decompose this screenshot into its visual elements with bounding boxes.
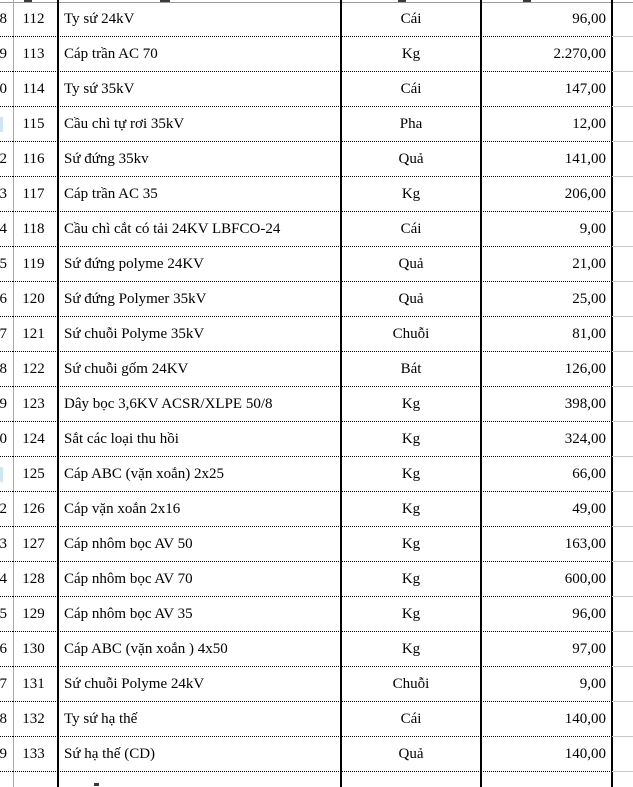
unit-cell[interactable] <box>341 597 481 632</box>
item-name-cell[interactable] <box>58 177 341 212</box>
item-name: Cầu chì cắt có tải 24KV LBFCO-24 <box>64 221 281 237</box>
item-name-cell[interactable] <box>58 2 341 37</box>
item-number-cell[interactable] <box>13 562 58 597</box>
item-name-cell[interactable] <box>58 422 341 457</box>
item-name-cell[interactable] <box>58 387 341 422</box>
item-name: Sứ chuỗi Polyme 35kV <box>64 326 205 342</box>
clipped-text-fragment-top <box>398 0 406 2</box>
clipped-text-fragment-top <box>24 0 32 2</box>
right-gutter-cell <box>612 562 633 597</box>
table-row <box>0 387 633 422</box>
clipped-row-number: 8 <box>0 11 7 27</box>
table-row <box>0 492 633 527</box>
clipped-text-fragment-top <box>523 0 531 2</box>
item-number: 124 <box>22 431 45 447</box>
item-name-cell[interactable] <box>58 247 341 282</box>
item-number-cell[interactable] <box>13 282 58 317</box>
item-number-cell[interactable] <box>13 457 58 492</box>
unit: Kg <box>401 46 421 62</box>
item-number: 129 <box>22 606 45 622</box>
item-name: Cáp ABC (vặn xoắn) 2x25 <box>64 466 224 482</box>
clipped-row-number: 9 <box>0 396 7 412</box>
quantity-cell[interactable] <box>481 597 612 632</box>
unit: Kg <box>401 501 421 517</box>
item-name: Ty sứ 24kV <box>64 11 135 27</box>
unit-cell[interactable] <box>341 632 481 667</box>
item-number-cell[interactable] <box>13 737 58 772</box>
unit: Cái <box>400 11 422 27</box>
clipped-row-number: 2 <box>0 501 7 517</box>
quantity: 9,00 <box>579 676 606 692</box>
table-row <box>0 352 633 387</box>
item-name-cell[interactable] <box>58 317 341 352</box>
item-number-cell[interactable] <box>13 2 58 37</box>
right-gutter-cell <box>612 37 633 72</box>
clipped-left-cell[interactable] <box>0 282 13 317</box>
clipped-left-cell[interactable] <box>0 247 13 282</box>
right-gutter-cell <box>612 212 633 247</box>
clipped-row-number: 9 <box>0 46 7 62</box>
item-number: 113 <box>22 46 45 62</box>
item-name: Sứ chuỗi Polyme 24kV <box>64 676 205 692</box>
unit-cell[interactable] <box>341 387 481 422</box>
clipped-row-number: 5 <box>0 256 7 272</box>
item-name-cell[interactable] <box>58 702 341 737</box>
table-row <box>0 2 633 37</box>
unit: Kg <box>401 536 421 552</box>
clipped-text-fragment-bottom <box>94 783 99 786</box>
unit-cell[interactable] <box>341 177 481 212</box>
clipped-left-cell[interactable] <box>0 702 13 737</box>
quantity-cell[interactable] <box>481 422 612 457</box>
right-gutter-cell <box>612 527 633 562</box>
clipped-left-cell[interactable] <box>0 107 13 142</box>
quantity-cell[interactable] <box>481 37 612 72</box>
item-number: 116 <box>22 151 45 167</box>
item-number-cell[interactable] <box>13 527 58 562</box>
unit: Kg <box>401 466 421 482</box>
item-name: Sứ đứng polyme 24KV <box>64 256 205 272</box>
clipped-left-cell[interactable] <box>0 597 13 632</box>
unit: Quả <box>398 291 424 307</box>
item-number-cell[interactable] <box>13 422 58 457</box>
quantity: 147,00 <box>564 81 606 97</box>
clipped-row-number: 7 <box>0 326 7 342</box>
quantity-cell[interactable] <box>481 72 612 107</box>
quantity: 141,00 <box>564 151 606 167</box>
clipped-left-cell[interactable] <box>0 212 13 247</box>
table-row <box>0 527 633 562</box>
item-number-cell[interactable] <box>13 247 58 282</box>
item-name: Cáp trần AC 70 <box>64 46 158 62</box>
item-number: 132 <box>22 711 45 727</box>
right-gutter-cell <box>612 72 633 107</box>
item-number: 115 <box>22 116 45 132</box>
clipped-left-cell[interactable] <box>0 177 13 212</box>
quantity-cell[interactable] <box>481 177 612 212</box>
item-name-cell[interactable] <box>58 457 341 492</box>
unit: Cái <box>400 221 422 237</box>
unit: Chuỗi <box>392 326 430 342</box>
unit: Quả <box>398 151 424 167</box>
unit: Kg <box>401 606 421 622</box>
item-number-cell[interactable] <box>13 72 58 107</box>
right-gutter-cell <box>612 107 633 142</box>
clipped-row-number: 2 <box>0 151 7 167</box>
clipped-left-cell[interactable] <box>0 72 13 107</box>
quantity-cell[interactable] <box>481 562 612 597</box>
table-row <box>0 282 633 317</box>
table-row <box>0 597 633 632</box>
clipped-highlight-mark <box>0 467 3 482</box>
clipped-left-cell[interactable] <box>0 632 13 667</box>
item-name: Cáp vặn xoắn 2x16 <box>64 501 181 517</box>
item-number: 122 <box>22 361 45 377</box>
unit: Chuỗi <box>392 676 430 692</box>
right-gutter-cell <box>612 387 633 422</box>
unit: Kg <box>401 186 421 202</box>
table-row <box>0 247 633 282</box>
unit-cell[interactable] <box>341 527 481 562</box>
clipped-row-number: 6 <box>0 291 7 307</box>
quantity-cell[interactable] <box>481 457 612 492</box>
item-number: 117 <box>22 186 45 202</box>
quantity-cell[interactable] <box>481 352 612 387</box>
right-gutter-cell <box>612 702 633 737</box>
unit-cell[interactable] <box>341 212 481 247</box>
quantity: 9,00 <box>579 221 606 237</box>
item-name: Sứ đứng Polymer 35kV <box>64 291 207 307</box>
clipped-row-number: 5 <box>0 606 7 622</box>
item-name: Sứ hạ thế (CD) <box>64 746 156 762</box>
right-gutter-cell <box>612 457 633 492</box>
right-gutter-cell <box>612 422 633 457</box>
unit: Kg <box>401 571 421 587</box>
clipped-left-cell[interactable] <box>0 142 13 177</box>
quantity-cell[interactable] <box>481 632 612 667</box>
right-gutter-cell <box>612 317 633 352</box>
quantity-cell[interactable] <box>481 107 612 142</box>
item-number: 130 <box>22 641 45 657</box>
quantity-cell[interactable] <box>481 702 612 737</box>
item-number-cell[interactable] <box>13 352 58 387</box>
table-row <box>0 107 633 142</box>
quantity-cell[interactable] <box>481 317 612 352</box>
item-name-cell[interactable] <box>58 352 341 387</box>
right-gutter-cell <box>612 737 633 772</box>
unit-cell[interactable] <box>341 37 481 72</box>
clipped-row-number: 0 <box>0 81 7 97</box>
unit: Kg <box>401 641 421 657</box>
clipped-row-number: 8 <box>0 711 7 727</box>
unit: Quả <box>398 746 424 762</box>
item-name: Cáp nhôm bọc AV 35 <box>64 606 193 622</box>
quantity: 398,00 <box>564 396 606 412</box>
item-name: Dây bọc 3,6KV ACSR/XLPE 50/8 <box>64 396 273 412</box>
quantity: 140,00 <box>564 746 606 762</box>
quantity-cell[interactable] <box>481 492 612 527</box>
unit: Kg <box>401 431 421 447</box>
quantity-cell[interactable] <box>481 387 612 422</box>
item-number-cell[interactable] <box>13 317 58 352</box>
item-number-cell[interactable] <box>13 142 58 177</box>
item-number: 127 <box>22 536 45 552</box>
unit: Bát <box>400 361 422 377</box>
quantity-cell[interactable] <box>481 737 612 772</box>
quantity: 324,00 <box>564 431 606 447</box>
item-number-cell[interactable] <box>13 107 58 142</box>
right-gutter-cell <box>612 492 633 527</box>
item-number-cell[interactable] <box>13 387 58 422</box>
right-gutter-cell <box>612 177 633 212</box>
unit-cell[interactable] <box>341 142 481 177</box>
clipped-text-fragment-top <box>160 0 170 2</box>
item-name-cell[interactable] <box>58 492 341 527</box>
item-number-cell[interactable] <box>13 702 58 737</box>
quantity: 96,00 <box>572 11 606 27</box>
item-name: Cáp nhôm bọc AV 70 <box>64 571 193 587</box>
unit-cell[interactable] <box>341 667 481 702</box>
table-row <box>0 422 633 457</box>
quantity: 49,00 <box>572 501 606 517</box>
item-number-cell[interactable] <box>13 632 58 667</box>
item-name-cell[interactable] <box>58 632 341 667</box>
unit: Quả <box>398 256 424 272</box>
item-number: 119 <box>22 256 45 272</box>
item-name-cell[interactable] <box>58 562 341 597</box>
unit-cell[interactable] <box>341 352 481 387</box>
table-row <box>0 632 633 667</box>
right-gutter-cell <box>612 2 633 37</box>
item-name: Cáp ABC (vặn xoắn ) 4x50 <box>64 641 228 657</box>
item-name: Sứ chuỗi gốm 24KV <box>64 361 189 377</box>
right-gutter-cell <box>612 142 633 177</box>
clipped-left-cell[interactable] <box>0 37 13 72</box>
unit-cell[interactable] <box>341 247 481 282</box>
item-number: 114 <box>22 81 45 97</box>
unit-cell[interactable] <box>341 702 481 737</box>
table-row <box>0 562 633 597</box>
quantity-cell[interactable] <box>481 527 612 562</box>
clipped-left-cell[interactable] <box>0 492 13 527</box>
quantity: 2.270,00 <box>553 46 606 62</box>
quantity: 96,00 <box>572 606 606 622</box>
unit: Cái <box>400 81 422 97</box>
clipped-left-cell[interactable] <box>0 737 13 772</box>
unit: Cái <box>400 711 422 727</box>
quantity: 206,00 <box>564 186 606 202</box>
item-number: 133 <box>22 746 45 762</box>
item-name-cell[interactable] <box>58 527 341 562</box>
clipped-left-cell[interactable] <box>0 2 13 37</box>
item-number-cell[interactable] <box>13 492 58 527</box>
item-number: 131 <box>22 676 45 692</box>
item-name-cell[interactable] <box>58 212 341 247</box>
item-name: Cáp trần AC 35 <box>64 186 158 202</box>
clipped-row-number: 0 <box>0 431 7 447</box>
clipped-row-number: 9 <box>0 746 7 762</box>
table-row <box>0 317 633 352</box>
right-gutter-cell <box>612 282 633 317</box>
clipped-left-cell[interactable] <box>0 457 13 492</box>
table-row <box>0 737 633 772</box>
table-row <box>0 667 633 702</box>
table-row <box>0 37 633 72</box>
item-name-cell[interactable] <box>58 282 341 317</box>
item-number: 125 <box>22 466 45 482</box>
right-gutter-cell <box>612 632 633 667</box>
clipped-highlight-mark <box>0 117 3 132</box>
item-name-cell[interactable] <box>58 72 341 107</box>
item-name: Ty sứ hạ thế <box>64 711 138 727</box>
quantity: 81,00 <box>572 326 606 342</box>
item-number-cell[interactable] <box>13 37 58 72</box>
right-gutter-cell <box>612 667 633 702</box>
item-number: 112 <box>22 11 45 27</box>
item-number: 128 <box>22 571 45 587</box>
unit-cell[interactable] <box>341 562 481 597</box>
item-name-cell[interactable] <box>58 737 341 772</box>
item-number: 121 <box>22 326 45 342</box>
unit-cell[interactable] <box>341 457 481 492</box>
unit-cell[interactable] <box>341 492 481 527</box>
quantity: 97,00 <box>572 641 606 657</box>
quantity-cell[interactable] <box>481 212 612 247</box>
clipped-row-number: 3 <box>0 186 7 202</box>
clipped-left-cell[interactable] <box>0 527 13 562</box>
quantity-cell[interactable] <box>481 282 612 317</box>
clipped-left-cell[interactable] <box>0 352 13 387</box>
quantity: 12,00 <box>572 116 606 132</box>
item-number: 120 <box>22 291 45 307</box>
quantity: 126,00 <box>564 361 606 377</box>
unit: Pha <box>399 116 423 132</box>
clipped-left-cell[interactable] <box>0 387 13 422</box>
quantity-cell[interactable] <box>481 2 612 37</box>
item-name: Ty sứ 35kV <box>64 81 135 97</box>
unit-cell[interactable] <box>341 2 481 37</box>
item-number: 126 <box>22 501 45 517</box>
clipped-left-cell[interactable] <box>0 422 13 457</box>
item-number-cell[interactable] <box>13 212 58 247</box>
item-name: Sắt các loại thu hồi <box>64 431 179 447</box>
clipped-row-number: 4 <box>0 571 7 587</box>
item-name-cell[interactable] <box>58 107 341 142</box>
quantity: 25,00 <box>572 291 606 307</box>
clipped-row-number: 4 <box>0 221 7 237</box>
unit-cell[interactable] <box>341 317 481 352</box>
clipped-left-cell[interactable] <box>0 562 13 597</box>
item-number-cell[interactable] <box>13 597 58 632</box>
clipped-left-cell[interactable] <box>0 317 13 352</box>
table-row <box>0 177 633 212</box>
quantity: 21,00 <box>572 256 606 272</box>
item-name-cell[interactable] <box>58 597 341 632</box>
quantity: 163,00 <box>564 536 606 552</box>
quantity-cell[interactable] <box>481 142 612 177</box>
unit-cell[interactable] <box>341 737 481 772</box>
clipped-row-number: 3 <box>0 536 7 552</box>
item-number: 123 <box>22 396 45 412</box>
table-row <box>0 702 633 737</box>
quantity: 600,00 <box>564 571 606 587</box>
unit: Kg <box>401 396 421 412</box>
quantity: 66,00 <box>572 466 606 482</box>
item-name-cell[interactable] <box>58 667 341 702</box>
right-gutter-cell <box>612 247 633 282</box>
item-number: 118 <box>22 221 45 237</box>
item-name: Sứ đứng 35kv <box>64 151 149 167</box>
clipped-row-number: 6 <box>0 641 7 657</box>
item-name-cell[interactable] <box>58 37 341 72</box>
unit-cell[interactable] <box>341 282 481 317</box>
unit-cell[interactable] <box>341 422 481 457</box>
item-number-cell[interactable] <box>13 667 58 702</box>
table-row <box>0 72 633 107</box>
table-row <box>0 212 633 247</box>
clipped-left-cell[interactable] <box>0 667 13 702</box>
item-name: Cầu chì tự rơi 35kV <box>64 116 185 132</box>
quantity-cell[interactable] <box>481 247 612 282</box>
quantity-cell[interactable] <box>481 667 612 702</box>
item-number-cell[interactable] <box>13 177 58 212</box>
right-gutter-cell <box>612 597 633 632</box>
item-name-cell[interactable] <box>58 142 341 177</box>
quantity: 140,00 <box>564 711 606 727</box>
table-row <box>0 457 633 492</box>
unit-cell[interactable] <box>341 72 481 107</box>
item-name: Cáp nhôm bọc AV 50 <box>64 536 193 552</box>
table-row <box>0 142 633 177</box>
unit-cell[interactable] <box>341 107 481 142</box>
clipped-row-number: 8 <box>0 361 7 377</box>
right-gutter-cell <box>612 352 633 387</box>
clipped-row-number: 7 <box>0 676 7 692</box>
